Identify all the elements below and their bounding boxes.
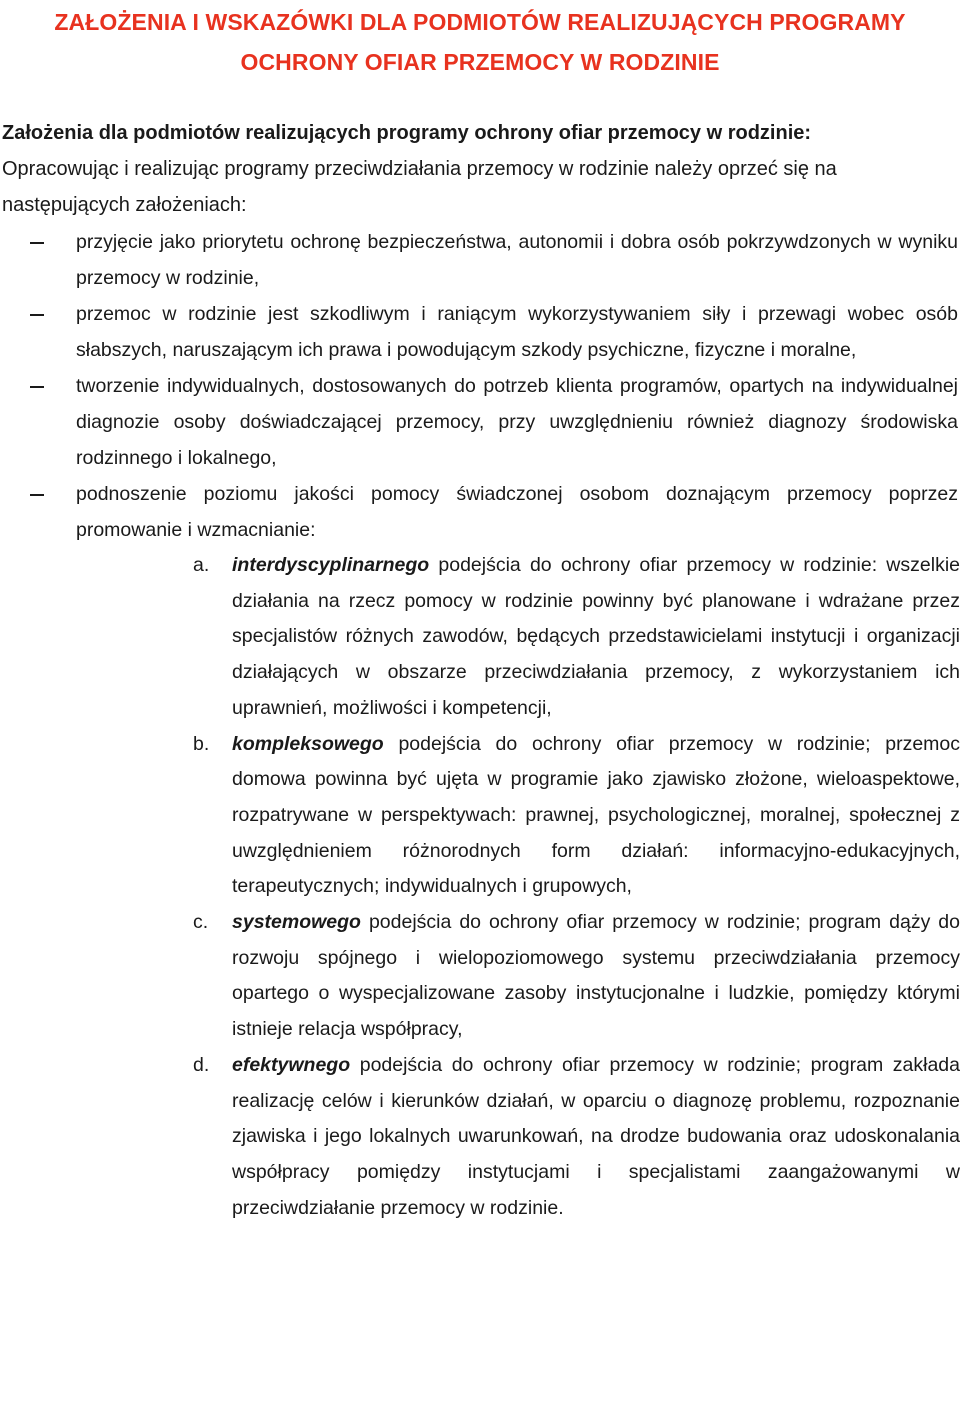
assumption-item — [0, 296, 958, 368]
approach-text: podejścia do ochrony ofiar przemocy w rodzinie; program dąży do rozwoju spójnego i wielopoziomowego systemu przeciwdziałania przemocy opartego o wyspecjalizowane zasoby instytucjonalne i ludzkie, pomiędzy którymi istnieje relacja współpracy, — [232, 911, 960, 1041]
list-marker: d. — [193, 1053, 210, 1076]
document-title-line-1: ZAŁOŻENIA I WSKAZÓWKI DLA PODMIOTÓW REALIZUJĄCYCH PROGRAMY — [54, 9, 906, 35]
assumption-text: przyjęcie jako priorytetu ochronę bezpieczeństwa, autonomii i dobra osób pokrzywdzonych w wyniku przemocy w rodzinie, — [76, 231, 958, 289]
assumption-item — [0, 224, 958, 296]
approach-list — [0, 548, 958, 1226]
approach-term: interdyscyplinarnego — [232, 554, 430, 576]
assumption-text: tworzenie indywidualnych, dostosowanych do potrzeb klienta programów, opartych na indywidualnej diagnozie osoby doświadczającej przemocy, przy uwzględnieniu również diagnozy środowiska rodzinnego i lokalnego, — [76, 375, 958, 469]
approach-text: podejścia do ochrony ofiar przemocy w rodzinie; przemoc domowa powinna być ujęta w programie jako zjawisko złożone, wieloaspektowe, rozpatrywane w perspektywach: prawnej, psychologicznej, moralnej, społecznej z uwzględnieniem różnorodnych form działań: informacyjno-edukacyjnych, terapeutycznych; indywidualnych i grupowych, — [232, 732, 960, 898]
intro-paragraph: Opracowując i realizując programy przeciwdziałania przemocy w rodzinie należy oprzeć się na następujących założeniach: — [2, 158, 837, 216]
document-title-line-2: OCHRONY OFIAR PRZEMOCY W RODZINIE — [240, 49, 720, 75]
approach-item-interdisciplinary — [0, 548, 960, 727]
assumption-text: podnoszenie poziomu jakości pomocy świadczonej osobom doznającym przemocy poprzez promowanie i wzmacnianie: — [76, 483, 958, 541]
list-marker: a. — [193, 554, 210, 576]
approach-item-effective — [0, 1048, 960, 1227]
approach-text: podejścia do ochrony ofiar przemocy w rodzinie; program zakłada realizację celów i kierunków działań, w oparciu o diagnozę problemu, rozpoznanie zjawiska i jego lokalnych uwarunkowań, na drodze budowania oraz udoskonalania współpracy pomiędzy instytucjami i specjalistami zaangażowanymi w przeciwdziałanie przemocy w rodzinie. — [232, 1053, 960, 1219]
document-title — [0, 0, 960, 82]
assumption-item — [0, 368, 958, 476]
approach-item-systemic — [0, 905, 960, 1048]
assumption-item — [0, 476, 958, 1226]
approach-text: podejścia do ochrony ofiar przemocy w rodzinie: wszelkie działania na rzecz pomocy w rodzinie powinny być planowane i wdrażane przez specjalistów różnych zawodów, będących przedstawicielami instytucji i organizacji działających w obszarze przeciwdziałania przemocy, z wykorzystaniem ich uprawnień, możliwości i kompetencji, — [232, 554, 960, 719]
approach-item-comprehensive — [0, 727, 960, 906]
approach-term: efektywnego — [232, 1053, 351, 1076]
section-subheading: Założenia dla podmiotów realizujących programy ochrony ofiar przemocy w rodzinie: — [2, 122, 812, 144]
list-marker: c. — [193, 911, 209, 934]
approach-term: systemowego — [232, 911, 361, 934]
assumption-text: przemoc w rodzinie jest szkodliwym i raniącym wykorzystywaniem siły i przewagi wobec osób słabszych, naruszającym ich prawa i powodującym szkody psychiczne, fizyczne i moralne, — [76, 303, 958, 361]
approach-term: kompleksowego — [232, 732, 384, 755]
list-marker: b. — [193, 732, 210, 755]
assumptions-list — [0, 224, 958, 1226]
